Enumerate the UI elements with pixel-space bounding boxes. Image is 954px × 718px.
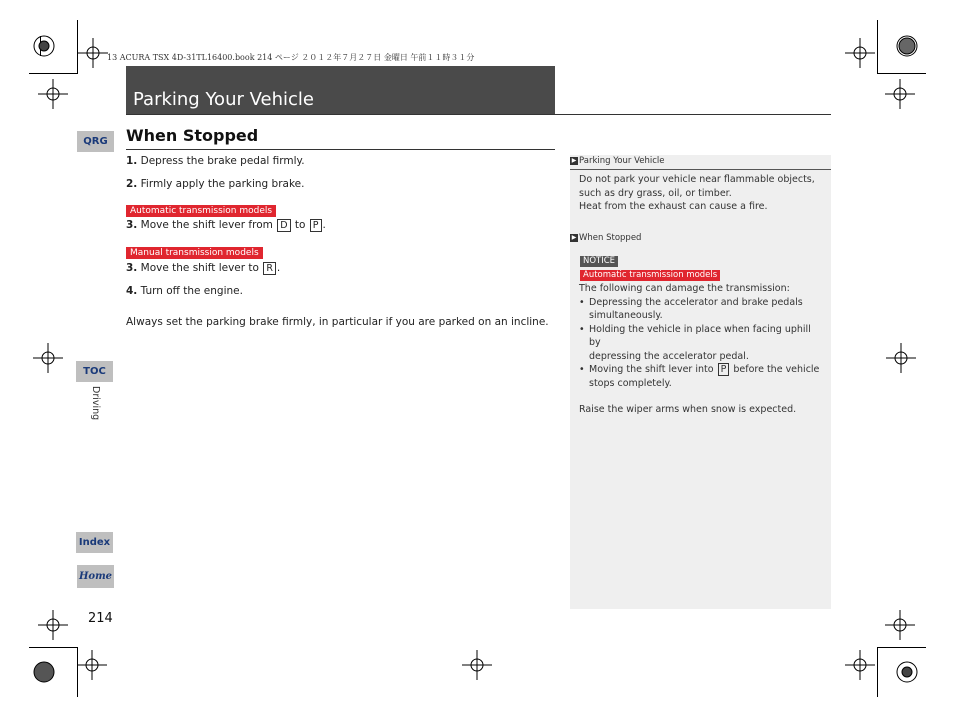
step-number: 2. xyxy=(126,178,138,190)
sidebar-block1-text xyxy=(579,173,815,214)
crosshair-icon xyxy=(38,610,68,640)
crosshair-icon xyxy=(885,79,915,109)
sidebar-rule xyxy=(570,169,831,170)
step-4 xyxy=(126,285,243,297)
step-text: Move the shift lever to xyxy=(140,262,259,274)
title-bar xyxy=(126,66,555,114)
step-period: . xyxy=(322,219,326,231)
step-text: Move the shift lever from xyxy=(140,219,273,231)
step-text: Firmly apply the parking brake. xyxy=(140,178,305,190)
crosshair-icon xyxy=(78,38,108,68)
text-line: • Holding the vehicle in place when facing uphill by xyxy=(589,323,811,348)
text-line: • Depressing the accelerator and brake pedals xyxy=(589,296,803,308)
shift-key-p: P xyxy=(718,363,730,376)
link-arrow-icon: ▶ xyxy=(571,156,577,164)
shift-key-p: P xyxy=(310,219,322,232)
crosshair-icon xyxy=(886,343,916,373)
text-line: Heat from the exhaust can cause a fire. xyxy=(579,201,768,212)
step-number: 4. xyxy=(126,285,138,297)
shift-key-d: D xyxy=(277,219,290,232)
page-number: 214 xyxy=(88,611,113,626)
text-line: simultaneously. xyxy=(589,310,663,321)
shift-key-r: R xyxy=(263,262,276,275)
text-line xyxy=(589,363,825,377)
text-line: The following can damage the transmission: xyxy=(579,283,790,294)
crosshair-icon xyxy=(845,650,875,680)
toc-button[interactable]: TOC xyxy=(76,361,113,382)
title-rule xyxy=(126,114,831,115)
sidebar-block2-text xyxy=(579,282,825,417)
chapter-label: Driving xyxy=(90,386,101,421)
reg-mark-icon xyxy=(34,662,54,682)
parking-brake-note: Always set the parking brake firmly, in particular if you are parked on an incline. xyxy=(126,316,549,328)
text-line: stops completely. xyxy=(589,377,672,389)
manual-models-tag: Manual transmission models xyxy=(126,247,263,259)
step-text: to xyxy=(294,219,306,231)
qrg-button[interactable]: QRG xyxy=(77,131,114,152)
reg-mark-icon xyxy=(897,662,917,682)
bullet-item xyxy=(579,363,825,390)
section-rule xyxy=(126,149,555,150)
text-line: such as dry grass, oil, or timber. xyxy=(579,187,732,199)
sidebar-heading-text[interactable]: When Stopped xyxy=(579,233,642,243)
step-number: 3. xyxy=(126,219,138,231)
step-number: 3. xyxy=(126,262,138,274)
print-header: 13 ACURA TSX 4D-31TL16400.book 214 ページ ２０１２年７月２７日 金曜日 午前１１時３１分 xyxy=(107,53,475,62)
text-line: Raise the wiper arms when snow is expected. xyxy=(579,404,797,415)
step-period: . xyxy=(276,262,281,274)
sidebar-heading-when-stopped xyxy=(570,233,641,243)
home-button[interactable]: Home xyxy=(77,565,114,588)
step-number: 1. xyxy=(126,155,138,167)
bullet-item xyxy=(579,296,825,323)
crosshair-icon xyxy=(845,38,875,68)
step-1 xyxy=(126,155,305,167)
reg-mark-icon xyxy=(897,36,917,56)
step-text: Turn off the engine. xyxy=(140,285,243,297)
section-heading: When Stopped xyxy=(126,126,259,145)
step-3-manual xyxy=(126,262,280,275)
sidebar-notes xyxy=(570,155,831,609)
notice-label: NOTICE xyxy=(580,256,618,267)
crosshair-icon xyxy=(38,79,68,109)
text-segment: before the vehicle xyxy=(733,364,820,375)
index-button[interactable]: Index xyxy=(76,532,113,553)
bullet-item xyxy=(579,323,825,364)
crosshair-icon xyxy=(77,650,107,680)
sidebar-heading-parking xyxy=(570,156,664,166)
automatic-models-tag: Automatic transmission models xyxy=(580,270,720,281)
crosshair-icon xyxy=(33,343,63,373)
step-text: Depress the brake pedal firmly. xyxy=(140,155,305,167)
step-2 xyxy=(126,178,304,190)
text-line: Do not park your vehicle near flammable objects, xyxy=(579,174,815,185)
crosshair-icon xyxy=(462,650,492,680)
automatic-models-tag: Automatic transmission models xyxy=(126,205,276,217)
reg-mark-icon xyxy=(34,36,54,56)
sidebar-heading-text[interactable]: Parking Your Vehicle xyxy=(579,156,665,166)
crosshair-icon xyxy=(885,610,915,640)
link-arrow-icon: ▶ xyxy=(571,233,577,241)
text-line: depressing the accelerator pedal. xyxy=(589,350,749,362)
text-segment: Moving the shift lever into xyxy=(589,364,714,375)
page-title: Parking Your Vehicle xyxy=(133,89,314,110)
step-3-automatic xyxy=(126,219,326,232)
